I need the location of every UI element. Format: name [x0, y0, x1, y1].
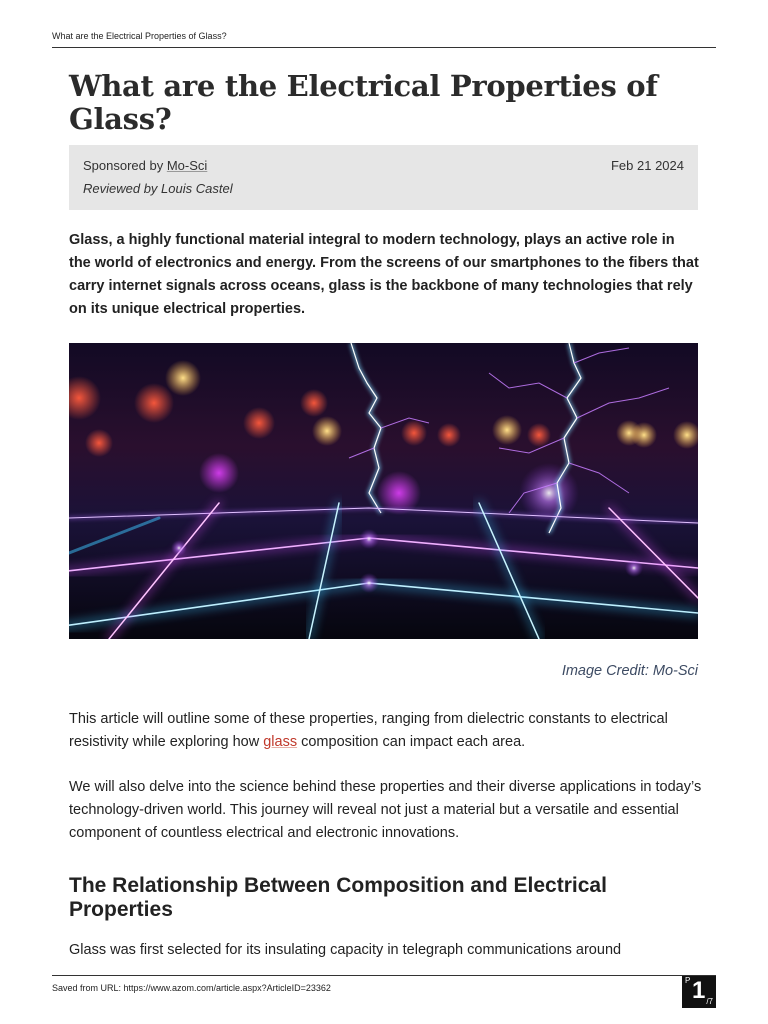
- electric-glass-grid-illustration: [69, 343, 698, 639]
- bottom-rule: [52, 975, 716, 976]
- saved-from-url: Saved from URL: https://www.azom.com/article.aspx?ArticleID=23362: [52, 983, 331, 993]
- article-title: What are the Electrical Properties of Glass?: [69, 69, 658, 136]
- hero-image: [69, 343, 698, 639]
- sponsored-prefix: Sponsored by: [83, 158, 167, 173]
- glass-link[interactable]: glass: [263, 734, 298, 750]
- body-paragraph-3: Glass was first selected for its insulating capacity in telegraph communications around: [69, 942, 622, 958]
- sponsored-by: [83, 158, 207, 174]
- page-letter: P: [685, 976, 691, 985]
- page-number-badge: [682, 976, 716, 1008]
- body-paragraph-2: We will also delve into the science behind these properties and their diverse applications in today’s technology-driven world. This journey will reveal not just a material but a versatile and essential component of countless electrical and electronic innovations.: [69, 779, 702, 841]
- para1-text-before: This article will outline some of these properties, ranging from dielectric constants to electrical resistivity while exploring how: [69, 711, 668, 750]
- image-caption: Image Credit: Mo-Sci: [561, 663, 698, 679]
- page-total: /7: [706, 997, 713, 1006]
- top-rule: [52, 47, 716, 48]
- sponsor-link[interactable]: Mo-Sci: [166, 158, 208, 173]
- body-paragraph-1: [69, 708, 709, 754]
- para1-text-after: composition can impact each area.: [297, 734, 526, 750]
- article-meta-box: [69, 145, 698, 210]
- page-number: 1: [692, 977, 706, 1004]
- meta-row: [83, 158, 684, 174]
- lead-paragraph: Glass, a highly functional material integral to modern technology, plays an active role in the world of electronics and energy. From the screens of our smartphones to the fibers that carry internet signals across oceans, glass is the backbone of many technologies that rely on its unique electrical properties.: [69, 232, 699, 317]
- publish-date: Feb 21 2024: [610, 158, 684, 173]
- section-heading: The Relationship Between Composition and Electrical Properties: [69, 874, 607, 921]
- running-header: What are the Electrical Properties of Glass?: [52, 31, 227, 41]
- reviewed-by: Reviewed by Louis Castel: [83, 181, 233, 196]
